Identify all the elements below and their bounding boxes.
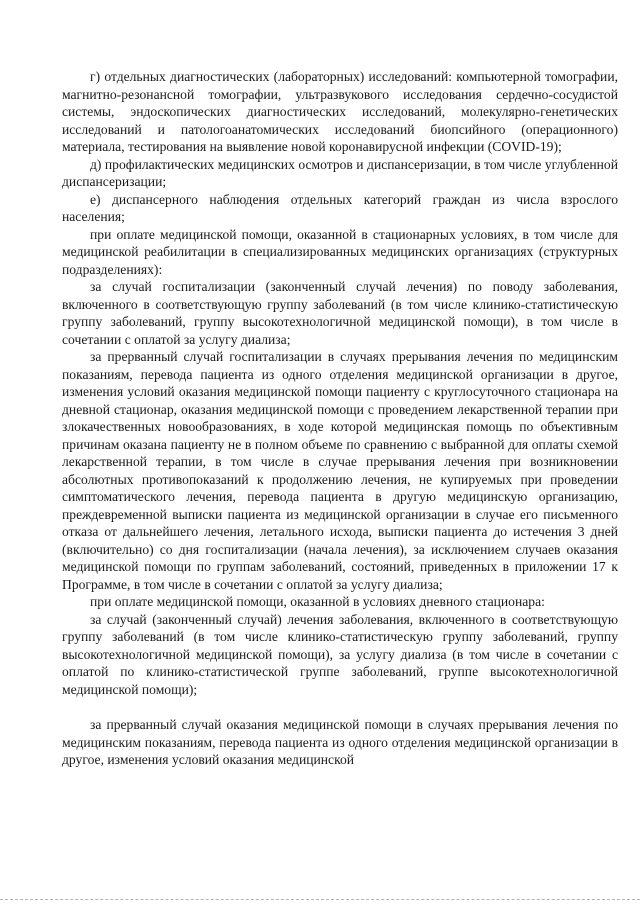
document-body — [62, 68, 618, 769]
page-bottom-divider — [0, 899, 640, 900]
paragraph-d-checkups: д) профилактических медицинских осмотров и диспансеризации, в том числе углубленной диспансеризации; — [62, 156, 618, 189]
paragraph-e-dispensary: е) диспансерного наблюдения отдельных категорий граждан из числа взрослого населения; — [62, 191, 618, 224]
paragraph-day-hospital-payment: при оплате медицинской помощи, оказанной в условиях дневного стационара: — [90, 594, 545, 609]
paragraph-g-diagnostics: г) отдельных диагностических (лабораторных) исследований: компьютерной томографии, магнитно-резонансной томографии, ультразвукового исследования сердечно-сосудистой системы, эндоскопических диагностических исследований, молекулярно-генетических исследований и патологоанатомических исследований биопсийного (операционного) материала, тестирования на выявление новой коронавирусной инфекции (COVID-19); — [62, 69, 618, 154]
paragraph-interrupted-hospitalization: за прерванный случай госпитализации в случаях прерывания лечения по медицинским показаниям, перевода пациента из одного отделения медицинской организации в другое, изменения условий оказания медицинской помощи пациенту с круглосуточного стационара на дневной стационар, оказания медицинской помощи с проведением лекарственной терапии при злокачественных новообразованиях, в ходе которой медицинская помощь по объективным причинам оказана пациенту не в полном объеме по сравнению с выбранной для оплаты схемой лекарственной терапии, в том числе в случае прерывания лечения при возникновении абсолютных противопоказаний к продолжению лечения, не купируемых при проведении симптоматического лечения, перевода пациента в другую медицинскую организацию, преждевременной выписки пациента из медицинской организации в случае его письменного отказа от дальнейшего лечения, летального исхода, выписки пациента до истечения 3 дней (включительно) со дня госпитализации (начала лечения), за исключением случаев оказания медицинской помощи по группам заболеваний, состояний, приведенных в приложении 17 к Программе, в том числе в сочетании с оплатой за услугу диализа; — [62, 349, 618, 592]
paragraph-interrupted-day-case: за прерванный случай оказания медицинской помощи в случаях прерывания лечения по медицинским показаниям, перевода пациента из одного отделения медицинской организации в другое, изменения условий оказания медицинской — [62, 717, 618, 767]
paragraph-day-hospital-case: за случай (законченный случай) лечения заболевания, включенного в соответствующую группу заболеваний (в том числе клинико-статистическую группу заболеваний, группу высокотехнологичной медицинской помощи), за услугу диализа (в том числе в сочетании с оплатой по клинико-статистической группе заболеваний, группе высокотехнологичной медицинской помощи); — [62, 611, 618, 697]
paragraph-inpatient-payment: при оплате медицинской помощи, оказанной в стационарных условиях, в том числе для медицинской реабилитации в специализированных медицинских организациях (структурных подразделениях): — [62, 226, 618, 277]
paragraph-hospitalization-case: за случай госпитализации (законченный случай лечения) по поводу заболевания, включенного в соответствующую группу заболеваний (в том числе клинико-статистическую группу заболеваний, группу высокотехнологичной медицинской помощи), в том числе в сочетании с оплатой за услугу диализа; — [62, 279, 618, 347]
